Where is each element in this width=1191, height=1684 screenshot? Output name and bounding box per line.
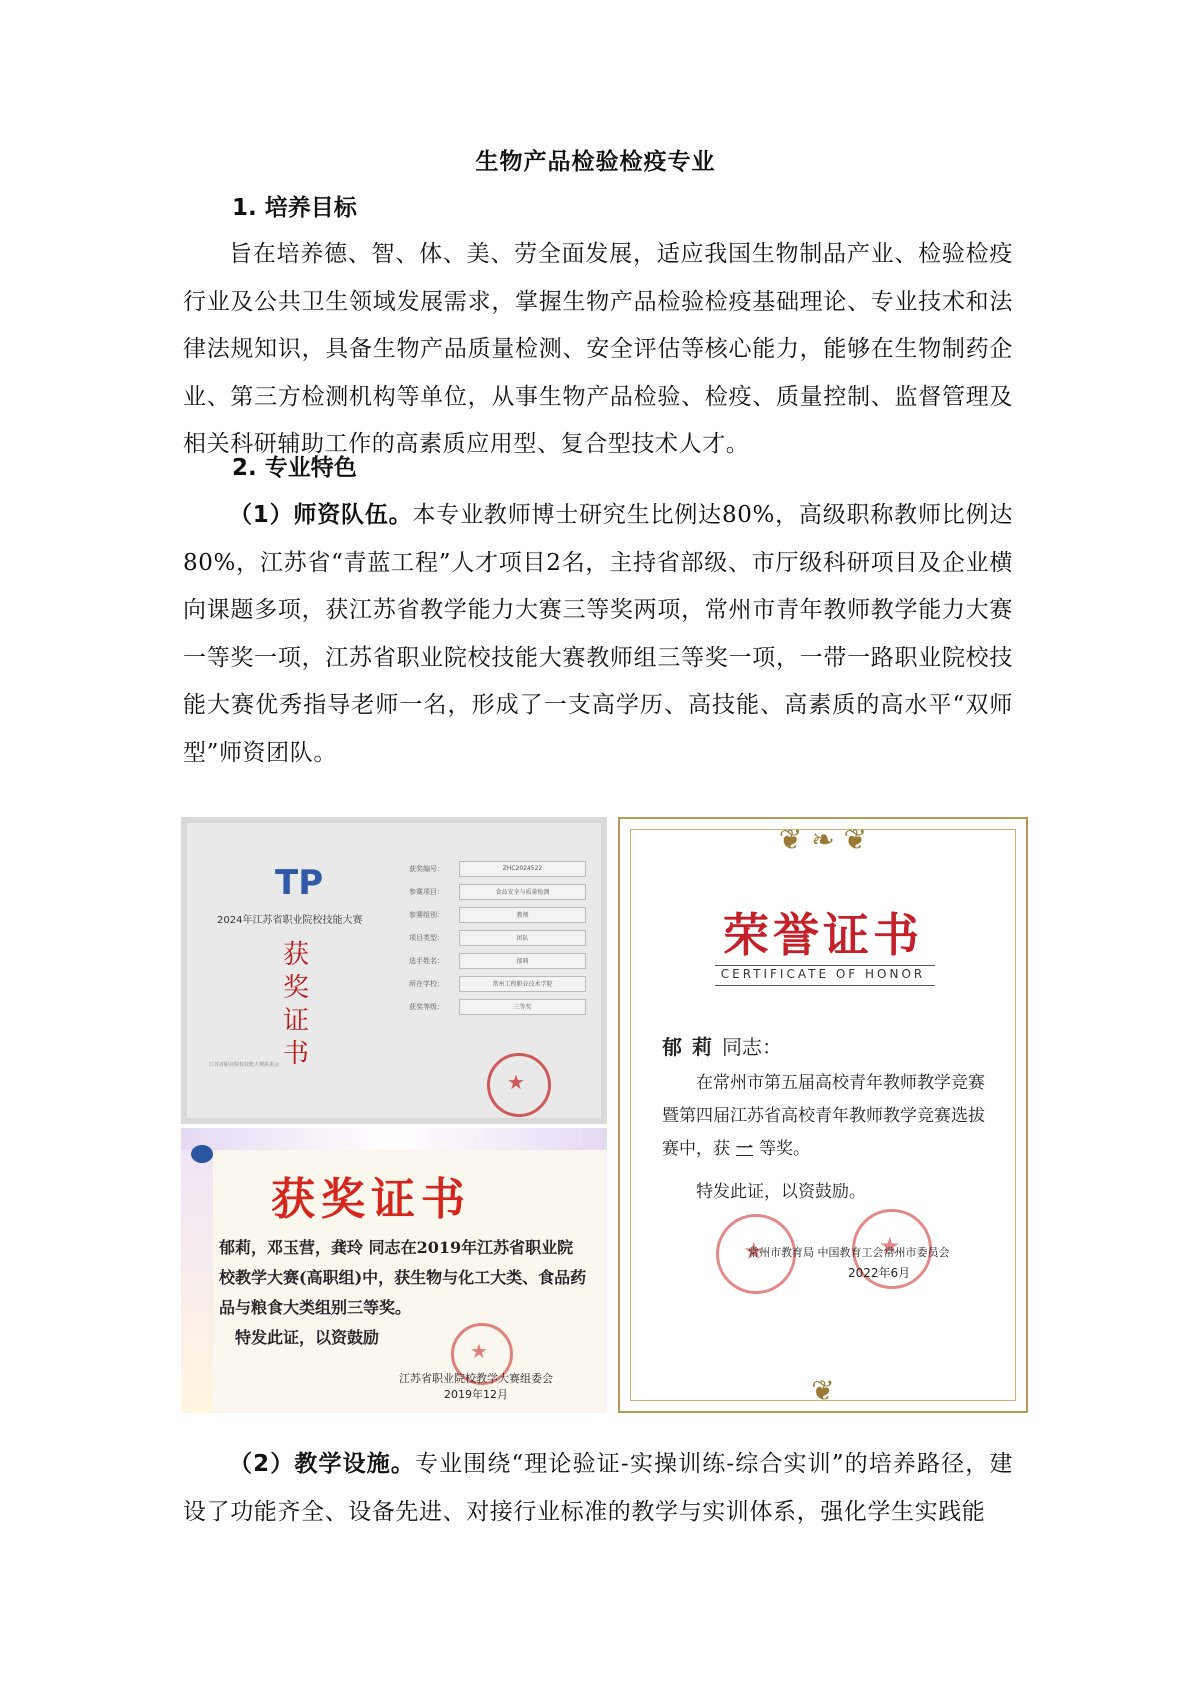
certificate-provincial-skills-competition [181, 817, 607, 1124]
title-char: 证 [283, 1006, 310, 1036]
faculty-paragraph [183, 492, 1013, 777]
field-row: 项目类型： 团队 [409, 926, 586, 949]
issuer-block [399, 1370, 553, 1402]
issue-date: 2022年6月 [848, 1266, 911, 1280]
section-2-heading: 2. 专业特色 [232, 455, 357, 481]
certificate-body: 郁莉，邓玉营，龚玲 同志在2019年江苏省职业院校教学大赛(高职组)中，获生物与化工大类、食品药品与粮食大类组别三等奖。 特发此证，以资鼓励 [219, 1238, 587, 1347]
decorative-side-band [181, 1128, 213, 1413]
title-char: 获 [283, 940, 310, 970]
recipient-line [662, 1031, 782, 1060]
award-level: 一 [736, 1139, 753, 1159]
field-row: 参赛组别： 教师 [409, 903, 586, 926]
title-char: 书 [283, 1039, 310, 1069]
certificate-heading: 获奖证书 [271, 1174, 471, 1225]
field-row: 所在学校： 常州工程职业技术学院 [409, 972, 586, 995]
certificate-closing: 特发此证，以资鼓励 [235, 1328, 380, 1347]
official-seal-icon [487, 1053, 551, 1117]
top-ornament-icon: ❦ ❧ ❦ [778, 823, 868, 856]
certificate-teaching-competition-2019 [181, 1128, 607, 1413]
field-row: 选手姓名： 郁莉 [409, 949, 586, 972]
section-1-heading: 1. 培养目标 [232, 195, 357, 221]
document-title: 生物产品检验检疫专业 [475, 149, 716, 175]
section-1-paragraph: 旨在培养德、智、体、美、劳全面发展，适应我国生物制品产业、检验检疫行业及公共卫生领域发展需求，掌握生物产品检验检疫基础理论、专业技术和法律法规知识，具备生物产品质量检测、安全评估等核心能力，能够在生物制药企业、第三方检测机构等单位，从事生物产品检验、检疫、质量控制、监督管理及相关科研辅助工作的高素质应用型、复合型技术人才。 [183, 241, 1013, 457]
small-print: 江苏省职业院校技能大赛执委会 [209, 1062, 280, 1068]
decorative-top-band [181, 1128, 607, 1150]
field-row: 获奖编号： ZHC2024522 [409, 857, 586, 880]
faculty-text: 本专业教师博士研究生比例达80%，高级职称教师比例达80%，江苏省“青蓝工程”人才项目2名，主持省部级、市厅级科研项目及企业横向课题多项，获江苏省教学能力大赛三等奖两项，常州市青年教师教学能力大赛一等奖一项，江苏省职业院校技能大赛教师组三等奖一项，一带一路职业院校技能大赛优秀指导老师一名，形成了一支高学历、高技能、高素质的高水平“双师型”师资团队。 [183, 502, 1013, 766]
issuer-name: 常州市教育局 中国教育工会常州市委员会 [748, 1246, 950, 1259]
competition-logo: TP [275, 863, 324, 903]
issue-date: 2019年12月 [444, 1388, 508, 1401]
certificate-subheading: CERTIFICATE OF HONOR [720, 967, 926, 981]
competition-name: 2024年江苏省职业院校技能大赛 [217, 915, 363, 926]
issuer-name: 江苏省职业院校教学大赛组委会 [399, 1372, 553, 1385]
certificate-fields [409, 857, 586, 1018]
salutation: 同志： [722, 1035, 782, 1059]
bottom-ornament-icon: ❦ [811, 1374, 835, 1407]
field-row: 获奖等级： 三等奖 [409, 995, 586, 1018]
divider [715, 965, 935, 966]
title-char: 奖 [283, 973, 310, 1003]
certificate-body: 在常州市第五届高校青年教师教学竞赛暨第四届江苏省高校青年教师教学竞赛选拔赛中，获 一 等奖。 [662, 1073, 985, 1159]
facilities-paragraph [183, 1441, 1013, 1536]
certificate-title [283, 939, 313, 1071]
certificate-of-honor-2022 [618, 817, 1028, 1413]
emblem-icon [191, 1145, 213, 1163]
certificate-heading: 荣誉证书 [723, 908, 923, 962]
recipient-name: 郁莉 [662, 1035, 722, 1059]
facilities-text: 专业围绕“理论验证-实操训练-综合实训”的培养路径，建设了功能齐全、设备先进、对接行业标准的教学与实训体系，强化学生实践能 [183, 1451, 1013, 1525]
divider [715, 985, 935, 986]
field-row: 参赛项目： 食品安全与质量检测 [409, 880, 586, 903]
faculty-label: （1）师资队伍。 [229, 502, 413, 528]
facilities-label: （2）教学设施。 [229, 1451, 416, 1477]
certificate-closing: 特发此证，以资鼓励。 [696, 1182, 866, 1202]
